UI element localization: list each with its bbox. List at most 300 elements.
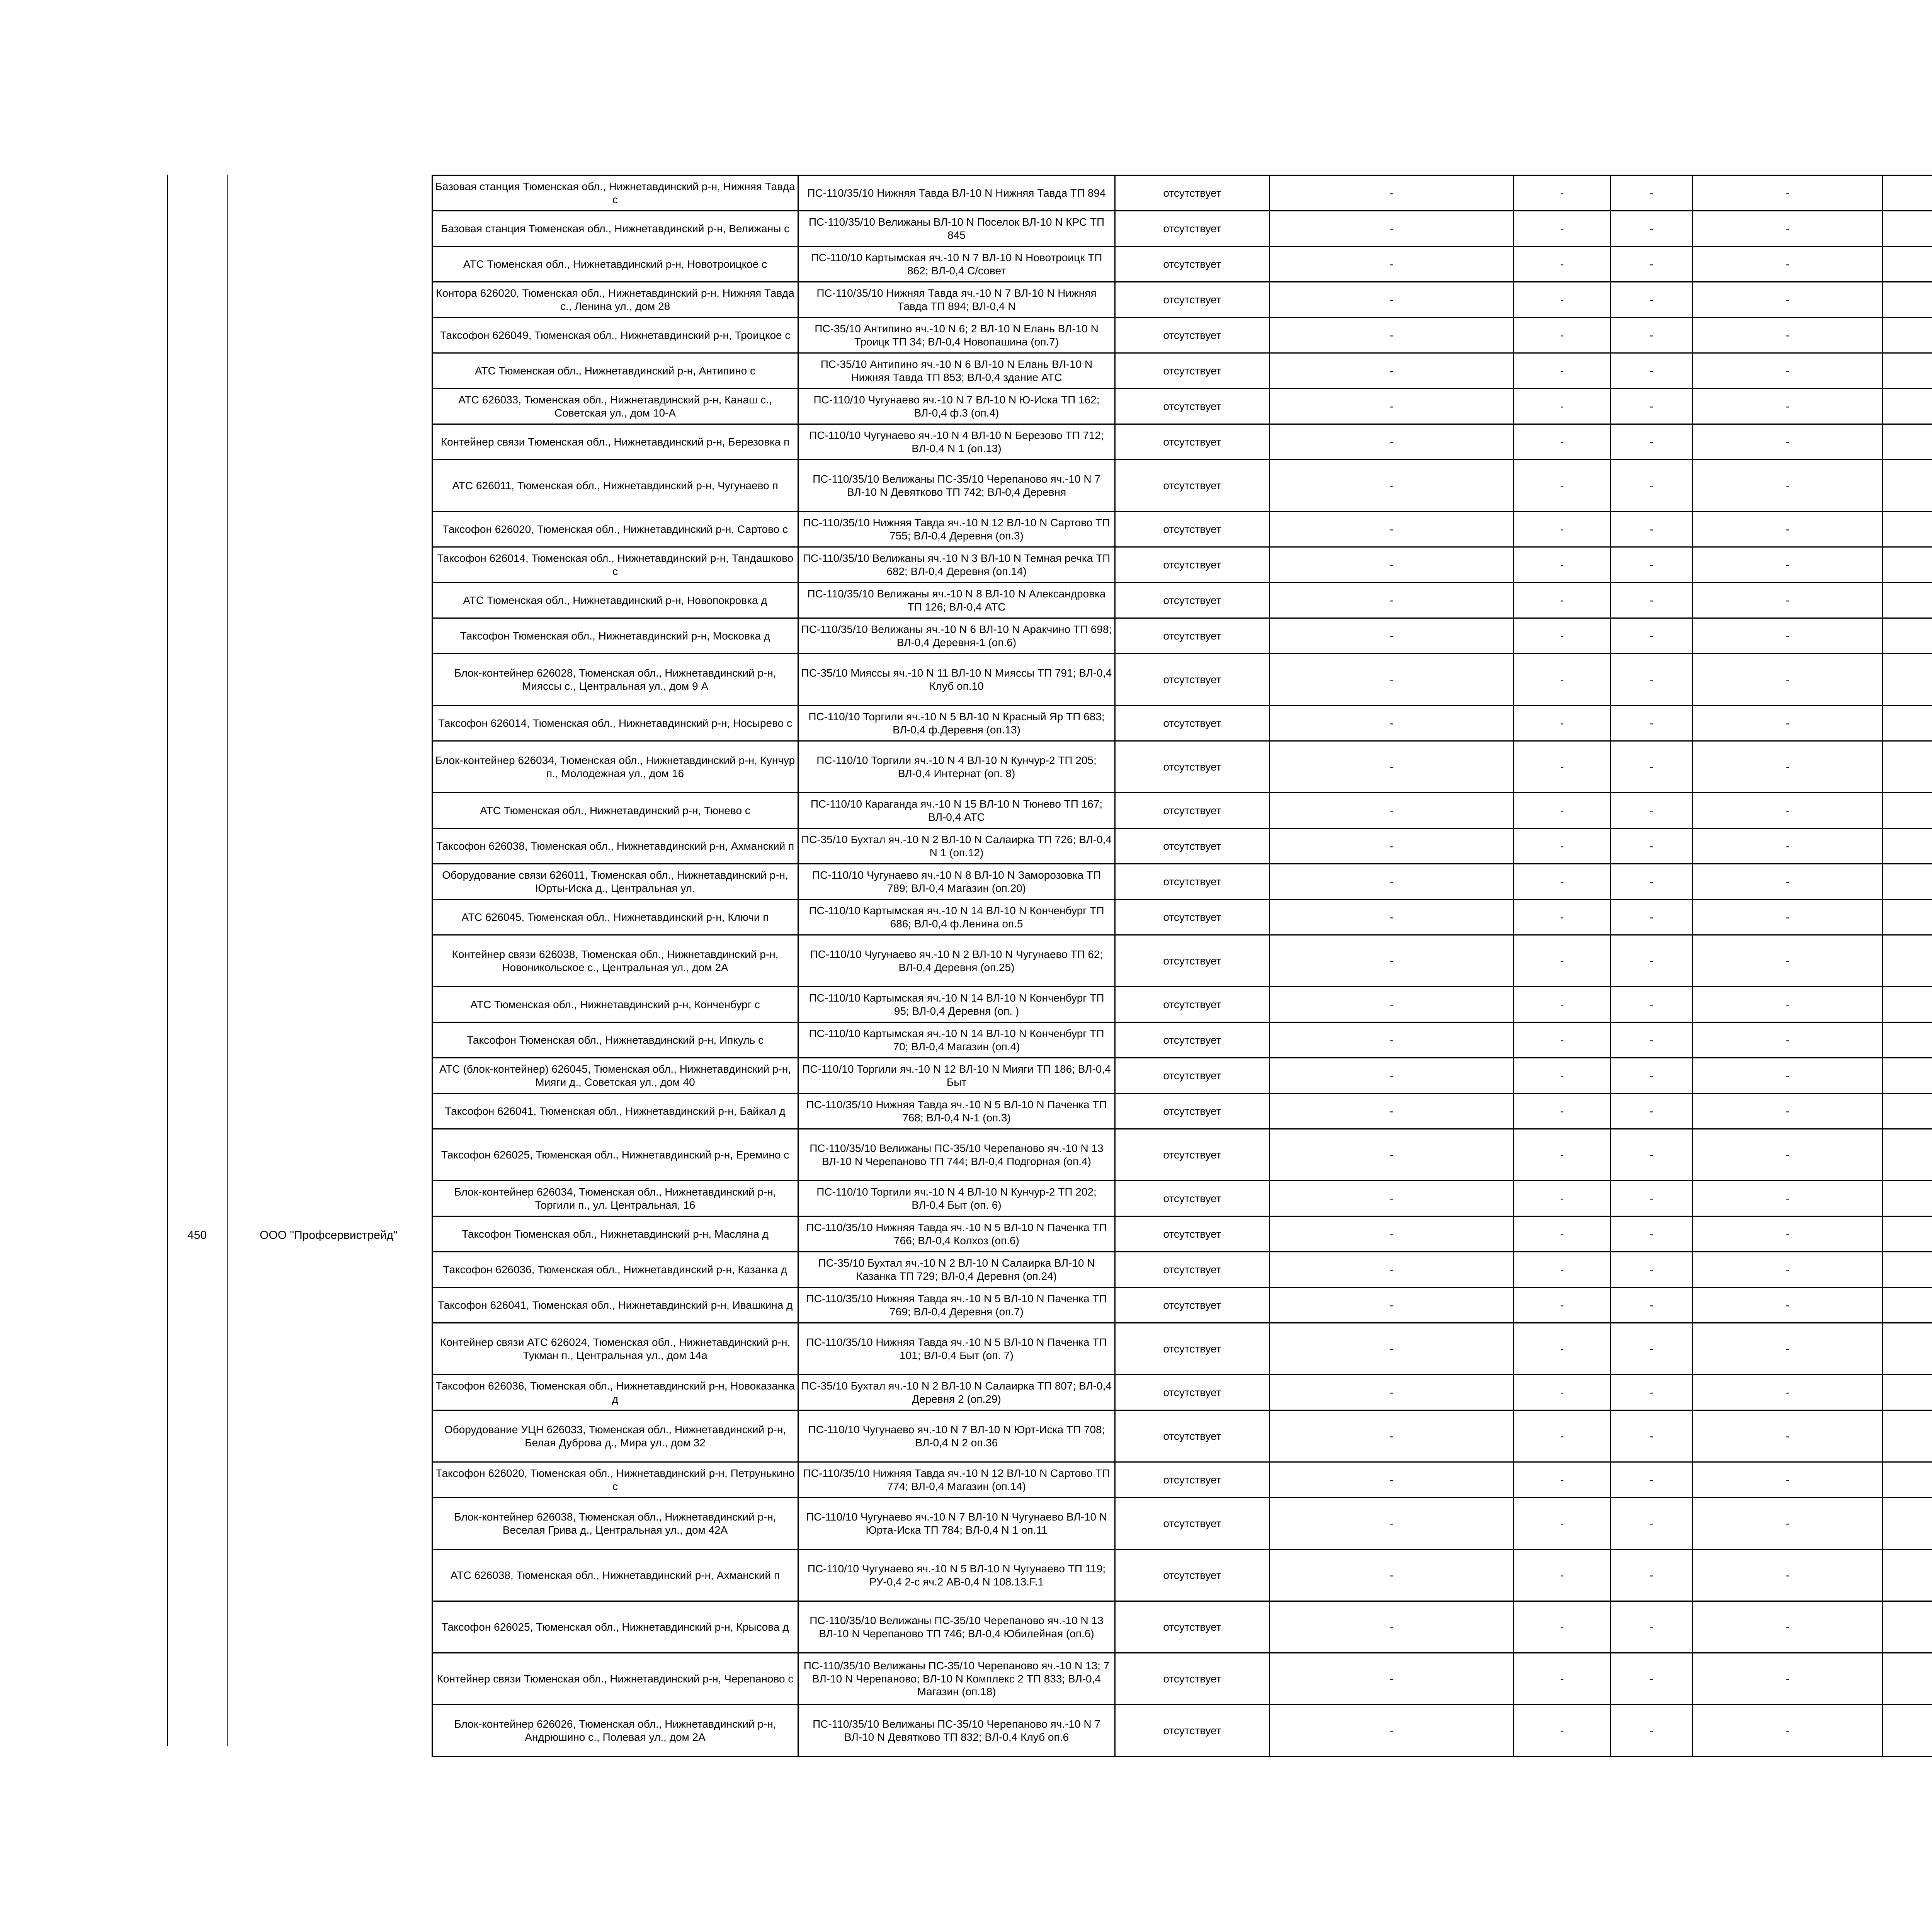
power-supply-cell: ПС-110/35/10 Нижняя Тавда яч.-10 N 12 ВЛ-10 N Сартово ТП 774; ВЛ-0,4 Магазин (оп.14) <box>798 1462 1115 1498</box>
object-cell: Контора 626020, Тюменская обл., Нижнетавдинский р-н, Нижняя Тавда с., Ленина ул., дом 28 <box>432 282 798 318</box>
empty-value-cell: - <box>1514 247 1611 282</box>
object-cell: АТС Тюменская обл., Нижнетавдинский р-н, Тюнево с <box>432 793 798 828</box>
empty-value-cell: - <box>1270 424 1514 460</box>
empty-value-cell: - <box>1693 1550 1883 1601</box>
organization-name: ООО "Профсервистрейд" <box>260 1229 398 1242</box>
object-cell: Блок-контейнер 626038, Тюменская обл., Нижнетавдинский р-н, Веселая Грива д., Центральная ул., дом 42А <box>432 1498 798 1550</box>
object-cell: АТС 626033, Тюменская обл., Нижнетавдинский р-н, Канаш с., Советская ул., дом 10-А <box>432 389 798 424</box>
empty-value-cell: - <box>1270 460 1514 512</box>
empty-value-cell: - <box>1611 1216 1693 1252</box>
power-supply-cell: ПС-110/10 Караганда яч.-10 N 15 ВЛ-10 N Тюнево ТП 167; ВЛ-0,4 АТС <box>798 793 1115 828</box>
table-row <box>432 654 1932 706</box>
empty-value-cell: - <box>1693 318 1883 353</box>
empty-value-cell: - <box>1611 1462 1693 1498</box>
table-row <box>432 583 1932 618</box>
status-cell: отсутствует <box>1115 1410 1270 1462</box>
empty-value-cell: - <box>1693 864 1883 900</box>
empty-value-cell: - <box>1693 618 1883 654</box>
power-supply-cell: ПС-110/10 Торгили яч.-10 N 4 ВЛ-10 N Кунчур-2 ТП 205; ВЛ-0,4 Интернат (оп. 8) <box>798 741 1115 793</box>
empty-value-cell: - <box>1611 987 1693 1022</box>
empty-value-cell <box>1883 900 1932 935</box>
empty-value-cell <box>1883 1550 1932 1601</box>
empty-value-cell <box>1883 741 1932 793</box>
table-row <box>432 318 1932 353</box>
empty-value-cell: - <box>1611 654 1693 706</box>
empty-value-cell: - <box>1693 741 1883 793</box>
empty-value-cell: - <box>1611 1288 1693 1323</box>
object-cell: Таксофон 626025, Тюменская обл., Нижнетавдинский р-н, Крысова д <box>432 1601 798 1653</box>
empty-value-cell: - <box>1693 460 1883 512</box>
empty-value-cell: - <box>1514 1252 1611 1288</box>
empty-value-cell: - <box>1693 706 1883 741</box>
object-cell: АТС Тюменская обл., Нижнетавдинский р-н, Новотроицкое с <box>432 247 798 282</box>
object-cell: АТС (блок-контейнер) 626045, Тюменская обл., Нижнетавдинский р-н, Мияги д., Советская ул., дом 40 <box>432 1058 798 1094</box>
empty-value-cell: - <box>1270 1288 1514 1323</box>
empty-value-cell: - <box>1611 175 1693 211</box>
status-cell: отсутствует <box>1115 175 1270 211</box>
empty-value-cell: - <box>1693 1410 1883 1462</box>
object-cell: Оборудование УЦН 626033, Тюменская обл., Нижнетавдинский р-н, Белая Дуброва д., Мира ул., дом 32 <box>432 1410 798 1462</box>
empty-value-cell: - <box>1693 1498 1883 1550</box>
empty-value-cell: - <box>1693 1022 1883 1058</box>
empty-value-cell: - <box>1270 1653 1514 1705</box>
status-cell: отсутствует <box>1115 1094 1270 1129</box>
empty-value-cell: - <box>1270 1375 1514 1410</box>
status-cell: отсутствует <box>1115 353 1270 389</box>
empty-value-cell: - <box>1693 1216 1883 1252</box>
table-row <box>432 741 1932 793</box>
empty-value-cell: - <box>1514 1462 1611 1498</box>
empty-value-cell: - <box>1693 1375 1883 1410</box>
empty-value-cell <box>1883 1216 1932 1252</box>
empty-value-cell: - <box>1611 1181 1693 1216</box>
empty-value-cell: - <box>1611 1022 1693 1058</box>
empty-value-cell: - <box>1270 1129 1514 1181</box>
status-cell: отсутствует <box>1115 512 1270 547</box>
object-cell: АТС 626045, Тюменская обл., Нижнетавдинский р-н, Ключи п <box>432 900 798 935</box>
empty-value-cell: - <box>1611 1129 1693 1181</box>
empty-value-cell: - <box>1611 706 1693 741</box>
object-cell: Базовая станция Тюменская обл., Нижнетавдинский р-н, Нижняя Тавда с <box>432 175 798 211</box>
empty-value-cell <box>1883 424 1932 460</box>
empty-value-cell: - <box>1611 389 1693 424</box>
empty-value-cell <box>1883 1094 1932 1129</box>
empty-value-cell: - <box>1514 175 1611 211</box>
empty-value-cell: - <box>1514 282 1611 318</box>
power-supply-cell: ПС-110/35/10 Нижняя Тавда яч.-10 N 5 ВЛ-10 N Паченка ТП 101; ВЛ-0,4 Быт (оп. 7) <box>798 1323 1115 1375</box>
status-cell: отсутствует <box>1115 247 1270 282</box>
empty-value-cell <box>1883 706 1932 741</box>
empty-value-cell: - <box>1270 1705 1514 1757</box>
status-cell: отсутствует <box>1115 828 1270 864</box>
power-supply-cell: ПС-35/10 Антипино яч.-10 N 6 ВЛ-10 N Елань ВЛ-10 N Нижняя Тавда ТП 853; ВЛ-0,4 здание АТС <box>798 353 1115 389</box>
object-cell: Таксофон 626014, Тюменская обл., Нижнетавдинский р-н, Носырево с <box>432 706 798 741</box>
power-supply-cell: ПС-110/10 Чугунаево яч.-10 N 7 ВЛ-10 N Чугунаево ВЛ-10 N Юрта-Иска ТП 784; ВЛ-0,4 N 1 оп.11 <box>798 1498 1115 1550</box>
power-supply-cell: ПС-110/10 Торгили яч.-10 N 5 ВЛ-10 N Красный Яр ТП 683; ВЛ-0,4 ф.Деревня (оп.13) <box>798 706 1115 741</box>
object-cell: Блок-контейнер 626028, Тюменская обл., Нижнетавдинский р-н, Миясcы с., Центральная ул., дом 9 А <box>432 654 798 706</box>
table-row <box>432 512 1932 547</box>
empty-value-cell <box>1883 1323 1932 1375</box>
table-row <box>432 1705 1932 1757</box>
table-row <box>432 1129 1932 1181</box>
empty-value-cell: - <box>1693 282 1883 318</box>
power-supply-cell: ПС-110/35/10 Нижняя Тавда яч.-10 N 7 ВЛ-10 N Нижняя Тавда ТП 894; ВЛ-0,4 N <box>798 282 1115 318</box>
status-cell: отсутствует <box>1115 583 1270 618</box>
empty-value-cell: - <box>1270 512 1514 547</box>
object-cell: Таксофон Тюменская обл., Нижнетавдинский р-н, Ипкуль с <box>432 1022 798 1058</box>
empty-value-cell: - <box>1693 1181 1883 1216</box>
empty-value-cell: - <box>1514 987 1611 1022</box>
power-supply-cell: ПС-110/10 Чугунаево яч.-10 N 2 ВЛ-10 N Чугунаево ТП 62; ВЛ-0,4 Деревня (оп.25) <box>798 935 1115 987</box>
empty-value-cell <box>1883 211 1932 247</box>
table-row <box>432 1498 1932 1550</box>
empty-value-cell: - <box>1514 389 1611 424</box>
object-cell: Таксофон 626020, Тюменская обл., Нижнетавдинский р-н, Петрунькино с <box>432 1462 798 1498</box>
empty-value-cell: - <box>1514 1653 1611 1705</box>
empty-value-cell: - <box>1693 1705 1883 1757</box>
table-row <box>432 1288 1932 1323</box>
power-supply-cell: ПС-110/35/10 Велижаны ВЛ-10 N Поселок ВЛ-10 N КРС ТП 845 <box>798 211 1115 247</box>
empty-value-cell: - <box>1611 1653 1693 1705</box>
table-row <box>432 618 1932 654</box>
empty-value-cell: - <box>1514 864 1611 900</box>
status-cell: отсутствует <box>1115 1462 1270 1498</box>
empty-value-cell: - <box>1611 1058 1693 1094</box>
status-cell: отсутствует <box>1115 1653 1270 1705</box>
empty-value-cell: - <box>1514 353 1611 389</box>
empty-value-cell: - <box>1270 864 1514 900</box>
empty-value-cell: - <box>1270 1181 1514 1216</box>
empty-value-cell: - <box>1693 211 1883 247</box>
table-row <box>432 547 1932 583</box>
table-row <box>432 900 1932 935</box>
empty-value-cell: - <box>1270 583 1514 618</box>
empty-value-cell: - <box>1270 793 1514 828</box>
empty-value-cell <box>1883 1129 1932 1181</box>
empty-value-cell: - <box>1611 1375 1693 1410</box>
status-cell: отсутствует <box>1115 1022 1270 1058</box>
power-supply-cell: ПС-110/35/10 Нижняя Тавда ВЛ-10 N Нижняя Тавда ТП 894 <box>798 175 1115 211</box>
empty-value-cell <box>1883 247 1932 282</box>
empty-value-cell <box>1883 1462 1932 1498</box>
table-row <box>432 793 1932 828</box>
empty-value-cell: - <box>1514 793 1611 828</box>
object-cell: Таксофон 626041, Тюменская обл., Нижнетавдинский р-н, Ивашкина д <box>432 1288 798 1323</box>
empty-value-cell: - <box>1693 1653 1883 1705</box>
empty-value-cell <box>1883 353 1932 389</box>
empty-value-cell: - <box>1514 741 1611 793</box>
left-border-line-1 <box>167 175 168 1746</box>
empty-value-cell: - <box>1611 318 1693 353</box>
empty-value-cell: - <box>1693 1288 1883 1323</box>
empty-value-cell: - <box>1270 935 1514 987</box>
power-supply-cell: ПС-110/10 Чугунаево яч.-10 N 7 ВЛ-10 N Юрт-Иска ТП 708; ВЛ-0,4 N 2 оп.36 <box>798 1410 1115 1462</box>
table-row <box>432 353 1932 389</box>
table-row <box>432 389 1932 424</box>
empty-value-cell: - <box>1514 1323 1611 1375</box>
empty-value-cell <box>1883 987 1932 1022</box>
object-cell: Блок-контейнер 626034, Тюменская обл., Нижнетавдинский р-н, Торгили п., ул. Центральная, 16 <box>432 1181 798 1216</box>
power-supply-cell: ПС-110/35/10 Велижаны ПС-35/10 Черепаново яч.-10 N 7 ВЛ-10 N Девятково ТП 742; ВЛ-0,4 Деревня <box>798 460 1115 512</box>
empty-value-cell: - <box>1693 935 1883 987</box>
empty-value-cell <box>1883 654 1932 706</box>
empty-value-cell: - <box>1270 741 1514 793</box>
empty-value-cell: - <box>1693 1094 1883 1129</box>
empty-value-cell: - <box>1270 828 1514 864</box>
empty-value-cell: - <box>1270 547 1514 583</box>
empty-value-cell: - <box>1270 1410 1514 1462</box>
power-supply-cell: ПС-110/35/10 Велижаны яч.-10 N 8 ВЛ-10 N Александровка ТП 126; ВЛ-0,4 АТС <box>798 583 1115 618</box>
empty-value-cell: - <box>1611 247 1693 282</box>
empty-value-cell: - <box>1270 247 1514 282</box>
empty-value-cell: - <box>1270 987 1514 1022</box>
empty-value-cell: - <box>1514 512 1611 547</box>
empty-value-cell: - <box>1611 353 1693 389</box>
empty-value-cell: - <box>1693 389 1883 424</box>
power-supply-cell: ПС-110/35/10 Нижняя Тавда яч.-10 N 5 ВЛ-10 N Паченка ТП 766; ВЛ-0,4 Колхоз (оп.6) <box>798 1216 1115 1252</box>
empty-value-cell <box>1883 1410 1932 1462</box>
empty-value-cell <box>1883 1252 1932 1288</box>
empty-value-cell: - <box>1611 547 1693 583</box>
table-row <box>432 1550 1932 1601</box>
table-row <box>432 424 1932 460</box>
empty-value-cell: - <box>1611 828 1693 864</box>
left-border-line-2 <box>227 175 228 1746</box>
empty-value-cell: - <box>1514 424 1611 460</box>
empty-value-cell: - <box>1514 618 1611 654</box>
table-row <box>432 864 1932 900</box>
empty-value-cell: - <box>1514 1288 1611 1323</box>
object-cell: Таксофон 626014, Тюменская обл., Нижнетавдинский р-н, Тандашково с <box>432 547 798 583</box>
object-cell: Базовая станция Тюменская обл., Нижнетавдинский р-н, Велижаны с <box>432 211 798 247</box>
object-cell: Таксофон 626020, Тюменская обл., Нижнетавдинский р-н, Сартово с <box>432 512 798 547</box>
table-row <box>432 1022 1932 1058</box>
empty-value-cell: - <box>1514 318 1611 353</box>
power-supply-cell: ПС-110/10 Чугунаево яч.-10 N 5 ВЛ-10 N Чугунаево ТП 119; РУ-0,4 2-с яч.2 АВ-0,4 N 108.13.F.1 <box>798 1550 1115 1601</box>
table-row <box>432 1181 1932 1216</box>
object-cell: Блок-контейнер 626026, Тюменская обл., Нижнетавдинский р-н, Андрюшино с., Полевая ул., дом 2А <box>432 1705 798 1757</box>
table-row <box>432 1094 1932 1129</box>
table-row <box>432 1216 1932 1252</box>
object-cell: АТС 626011, Тюменская обл., Нижнетавдинский р-н, Чугунаево п <box>432 460 798 512</box>
empty-value-cell: - <box>1270 1216 1514 1252</box>
status-cell: отсутствует <box>1115 1216 1270 1252</box>
table-row <box>432 175 1932 211</box>
empty-value-cell: - <box>1270 1498 1514 1550</box>
status-cell: отсутствует <box>1115 424 1270 460</box>
empty-value-cell <box>1883 618 1932 654</box>
power-supply-cell: ПС-110/35/10 Велижаны ПС-35/10 Черепаново яч.-10 N 13 ВЛ-10 N Черепаново ТП 744; ВЛ-0,4 Подгорная (оп.4) <box>798 1129 1115 1181</box>
empty-value-cell: - <box>1611 793 1693 828</box>
power-supply-cell: ПС-35/10 Бухтал яч.-10 N 2 ВЛ-10 N Салаирка ВЛ-10 N Казанка ТП 729; ВЛ-0,4 Деревня (оп.24) <box>798 1252 1115 1288</box>
empty-value-cell: - <box>1270 1058 1514 1094</box>
empty-value-cell: - <box>1514 1094 1611 1129</box>
power-supply-cell: ПС-110/10 Торгили яч.-10 N 12 ВЛ-10 N Мияги ТП 186; ВЛ-0,4 Быт <box>798 1058 1115 1094</box>
status-cell: отсутствует <box>1115 282 1270 318</box>
empty-value-cell: - <box>1611 1601 1693 1653</box>
object-cell: Контейнер связи 626038, Тюменская обл., Нижнетавдинский р-н, Новоникольское с., Центральная ул., дом 2А <box>432 935 798 987</box>
empty-value-cell: - <box>1270 318 1514 353</box>
power-supply-cell: ПС-35/10 Антипино яч.-10 N 6; 2 ВЛ-10 N Елань ВЛ-10 N Троицк ТП 34; ВЛ-0,4 Новопашина (оп.7) <box>798 318 1115 353</box>
empty-value-cell <box>1883 282 1932 318</box>
empty-value-cell: - <box>1514 583 1611 618</box>
status-cell: отсутствует <box>1115 618 1270 654</box>
empty-value-cell: - <box>1514 1181 1611 1216</box>
table-row <box>432 1653 1932 1705</box>
empty-value-cell <box>1883 1498 1932 1550</box>
table-row <box>432 706 1932 741</box>
empty-value-cell: - <box>1514 1022 1611 1058</box>
empty-value-cell: - <box>1514 1216 1611 1252</box>
empty-value-cell: - <box>1270 654 1514 706</box>
status-cell: отсутствует <box>1115 741 1270 793</box>
empty-value-cell: - <box>1270 1323 1514 1375</box>
empty-value-cell <box>1883 512 1932 547</box>
status-cell: отсутствует <box>1115 318 1270 353</box>
empty-value-cell: - <box>1693 175 1883 211</box>
status-cell: отсутствует <box>1115 987 1270 1022</box>
power-supply-cell: ПС-110/35/10 Нижняя Тавда яч.-10 N 5 ВЛ-10 N Паченка ТП 769; ВЛ-0,4 Деревня (оп.7) <box>798 1288 1115 1323</box>
empty-value-cell <box>1883 318 1932 353</box>
status-cell: отсутствует <box>1115 935 1270 987</box>
empty-value-cell <box>1883 1022 1932 1058</box>
table-row <box>432 1462 1932 1498</box>
table-row <box>432 935 1932 987</box>
object-cell: Контейнер связи Тюменская обл., Нижнетавдинский р-н, Черепаново с <box>432 1653 798 1705</box>
empty-value-cell: - <box>1514 1601 1611 1653</box>
empty-value-cell: - <box>1611 1094 1693 1129</box>
empty-value-cell: - <box>1611 512 1693 547</box>
empty-value-cell: - <box>1270 1550 1514 1601</box>
empty-value-cell: - <box>1514 900 1611 935</box>
empty-value-cell: - <box>1270 389 1514 424</box>
object-cell: АТС 626038, Тюменская обл., Нижнетавдинский р-н, Ахманский п <box>432 1550 798 1601</box>
empty-value-cell: - <box>1270 1601 1514 1653</box>
empty-value-cell: - <box>1611 282 1693 318</box>
empty-value-cell: - <box>1270 353 1514 389</box>
object-cell: Таксофон 626025, Тюменская обл., Нижнетавдинский р-н, Еремино с <box>432 1129 798 1181</box>
table-row <box>432 1058 1932 1094</box>
status-cell: отсутствует <box>1115 1181 1270 1216</box>
status-cell: отсутствует <box>1115 1288 1270 1323</box>
object-cell: Таксофон Тюменская обл., Нижнетавдинский р-н, Масляна д <box>432 1216 798 1252</box>
empty-value-cell: - <box>1693 1058 1883 1094</box>
status-cell: отсутствует <box>1115 211 1270 247</box>
empty-value-cell: - <box>1611 1550 1693 1601</box>
power-supply-cell: ПС-110/35/10 Велижаны ПС-35/10 Черепаново яч.-10 N 13; 7 ВЛ-10 N Черепаново; ВЛ-10 N Комплекс 2 ТП 833; ВЛ-0,4 Магазин (оп.18) <box>798 1653 1115 1705</box>
table-row <box>432 1252 1932 1288</box>
empty-value-cell: - <box>1270 175 1514 211</box>
empty-value-cell <box>1883 935 1932 987</box>
empty-value-cell: - <box>1270 1252 1514 1288</box>
object-cell: Таксофон 626049, Тюменская обл., Нижнетавдинский р-н, Троицкое с <box>432 318 798 353</box>
power-supply-cell: ПС-110/10 Картымская яч.-10 N 14 ВЛ-10 N Конченбург ТП 686; ВЛ-0,4 ф.Ленина оп.5 <box>798 900 1115 935</box>
empty-value-cell: - <box>1693 1129 1883 1181</box>
empty-value-cell: - <box>1611 1410 1693 1462</box>
empty-value-cell <box>1883 1705 1932 1757</box>
empty-value-cell: - <box>1270 282 1514 318</box>
empty-value-cell <box>1883 1058 1932 1094</box>
table-row <box>432 460 1932 512</box>
status-cell: отсутствует <box>1115 1601 1270 1653</box>
object-cell: Таксофон 626041, Тюменская обл., Нижнетавдинский р-н, Байкал д <box>432 1094 798 1129</box>
empty-value-cell: - <box>1611 1705 1693 1757</box>
empty-value-cell <box>1883 828 1932 864</box>
status-cell: отсутствует <box>1115 1705 1270 1757</box>
empty-value-cell: - <box>1270 211 1514 247</box>
empty-value-cell: - <box>1611 1498 1693 1550</box>
empty-value-cell <box>1883 460 1932 512</box>
object-cell: Оборудование связи 626011, Тюменская обл., Нижнетавдинский р-н, Юрты-Иска д., Центральная ул. <box>432 864 798 900</box>
empty-value-cell: - <box>1270 618 1514 654</box>
empty-value-cell <box>1883 583 1932 618</box>
status-cell: отсутствует <box>1115 793 1270 828</box>
table-row <box>432 1375 1932 1410</box>
empty-value-cell <box>1883 1181 1932 1216</box>
empty-value-cell: - <box>1611 1323 1693 1375</box>
empty-value-cell: - <box>1514 935 1611 987</box>
status-cell: отсутствует <box>1115 460 1270 512</box>
empty-value-cell: - <box>1270 900 1514 935</box>
status-cell: отсутствует <box>1115 900 1270 935</box>
empty-value-cell: - <box>1611 900 1693 935</box>
empty-value-cell: - <box>1514 1058 1611 1094</box>
empty-value-cell <box>1883 1288 1932 1323</box>
table-row <box>432 282 1932 318</box>
object-cell: АТС Тюменская обл., Нижнетавдинский р-н, Антипино с <box>432 353 798 389</box>
status-cell: отсутствует <box>1115 1550 1270 1601</box>
empty-value-cell: - <box>1693 583 1883 618</box>
status-cell: отсутствует <box>1115 389 1270 424</box>
status-cell: отсутствует <box>1115 1129 1270 1181</box>
empty-value-cell <box>1883 864 1932 900</box>
empty-value-cell: - <box>1693 654 1883 706</box>
object-cell: Таксофон Тюменская обл., Нижнетавдинский р-н, Московка д <box>432 618 798 654</box>
object-cell: Таксофон 626036, Тюменская обл., Нижнетавдинский р-н, Казанка д <box>432 1252 798 1288</box>
object-cell: Таксофон 626036, Тюменская обл., Нижнетавдинский р-н, Новоказанка д <box>432 1375 798 1410</box>
object-cell: Контейнер связи АТС 626024, Тюменская обл., Нижнетавдинский р-н, Тукман п., Центральная ул., дом 14а <box>432 1323 798 1375</box>
power-supply-cell: ПС-110/35/10 Велижаны яч.-10 N 3 ВЛ-10 N Темная речка ТП 682; ВЛ-0,4 Деревня (оп.14) <box>798 547 1115 583</box>
empty-value-cell: - <box>1611 1252 1693 1288</box>
power-supply-cell: ПС-35/10 Бухтал яч.-10 N 2 ВЛ-10 N Салаирка ТП 807; ВЛ-0,4 Деревня 2 (оп.29) <box>798 1375 1115 1410</box>
status-cell: отсутствует <box>1115 547 1270 583</box>
object-cell: Контейнер связи Тюменская обл., Нижнетавдинский р-н, Березовка п <box>432 424 798 460</box>
empty-value-cell: - <box>1514 706 1611 741</box>
empty-value-cell: - <box>1514 1410 1611 1462</box>
empty-value-cell: - <box>1693 247 1883 282</box>
empty-value-cell: - <box>1270 1094 1514 1129</box>
status-cell: отсутствует <box>1115 706 1270 741</box>
empty-value-cell: - <box>1693 900 1883 935</box>
empty-value-cell: - <box>1611 583 1693 618</box>
empty-value-cell: - <box>1693 1462 1883 1498</box>
status-cell: отсутствует <box>1115 864 1270 900</box>
status-cell: отсутствует <box>1115 1498 1270 1550</box>
empty-value-cell: - <box>1514 1375 1611 1410</box>
empty-value-cell: - <box>1611 618 1693 654</box>
empty-value-cell: - <box>1270 706 1514 741</box>
power-supply-cell: ПС-110/35/10 Нижняя Тавда яч.-10 N 12 ВЛ-10 N Сартово ТП 755; ВЛ-0,4 Деревня (оп.3) <box>798 512 1115 547</box>
table-row <box>432 1601 1932 1653</box>
power-supply-cell: ПС-110/35/10 Велижаны ПС-35/10 Черепаново яч.-10 N 7 ВЛ-10 N Девятково ТП 832; ВЛ-0,4 Клуб оп.6 <box>798 1705 1115 1757</box>
empty-value-cell: - <box>1693 987 1883 1022</box>
empty-value-cell: - <box>1693 424 1883 460</box>
table-row <box>432 211 1932 247</box>
empty-value-cell: - <box>1514 654 1611 706</box>
power-supply-cell: ПС-110/35/10 Нижняя Тавда яч.-10 N 5 ВЛ-10 N Паченка ТП 768; ВЛ-0,4 N-1 (оп.3) <box>798 1094 1115 1129</box>
table-row <box>432 1410 1932 1462</box>
object-cell: Таксофон 626038, Тюменская обл., Нижнетавдинский р-н, Ахманский п <box>432 828 798 864</box>
